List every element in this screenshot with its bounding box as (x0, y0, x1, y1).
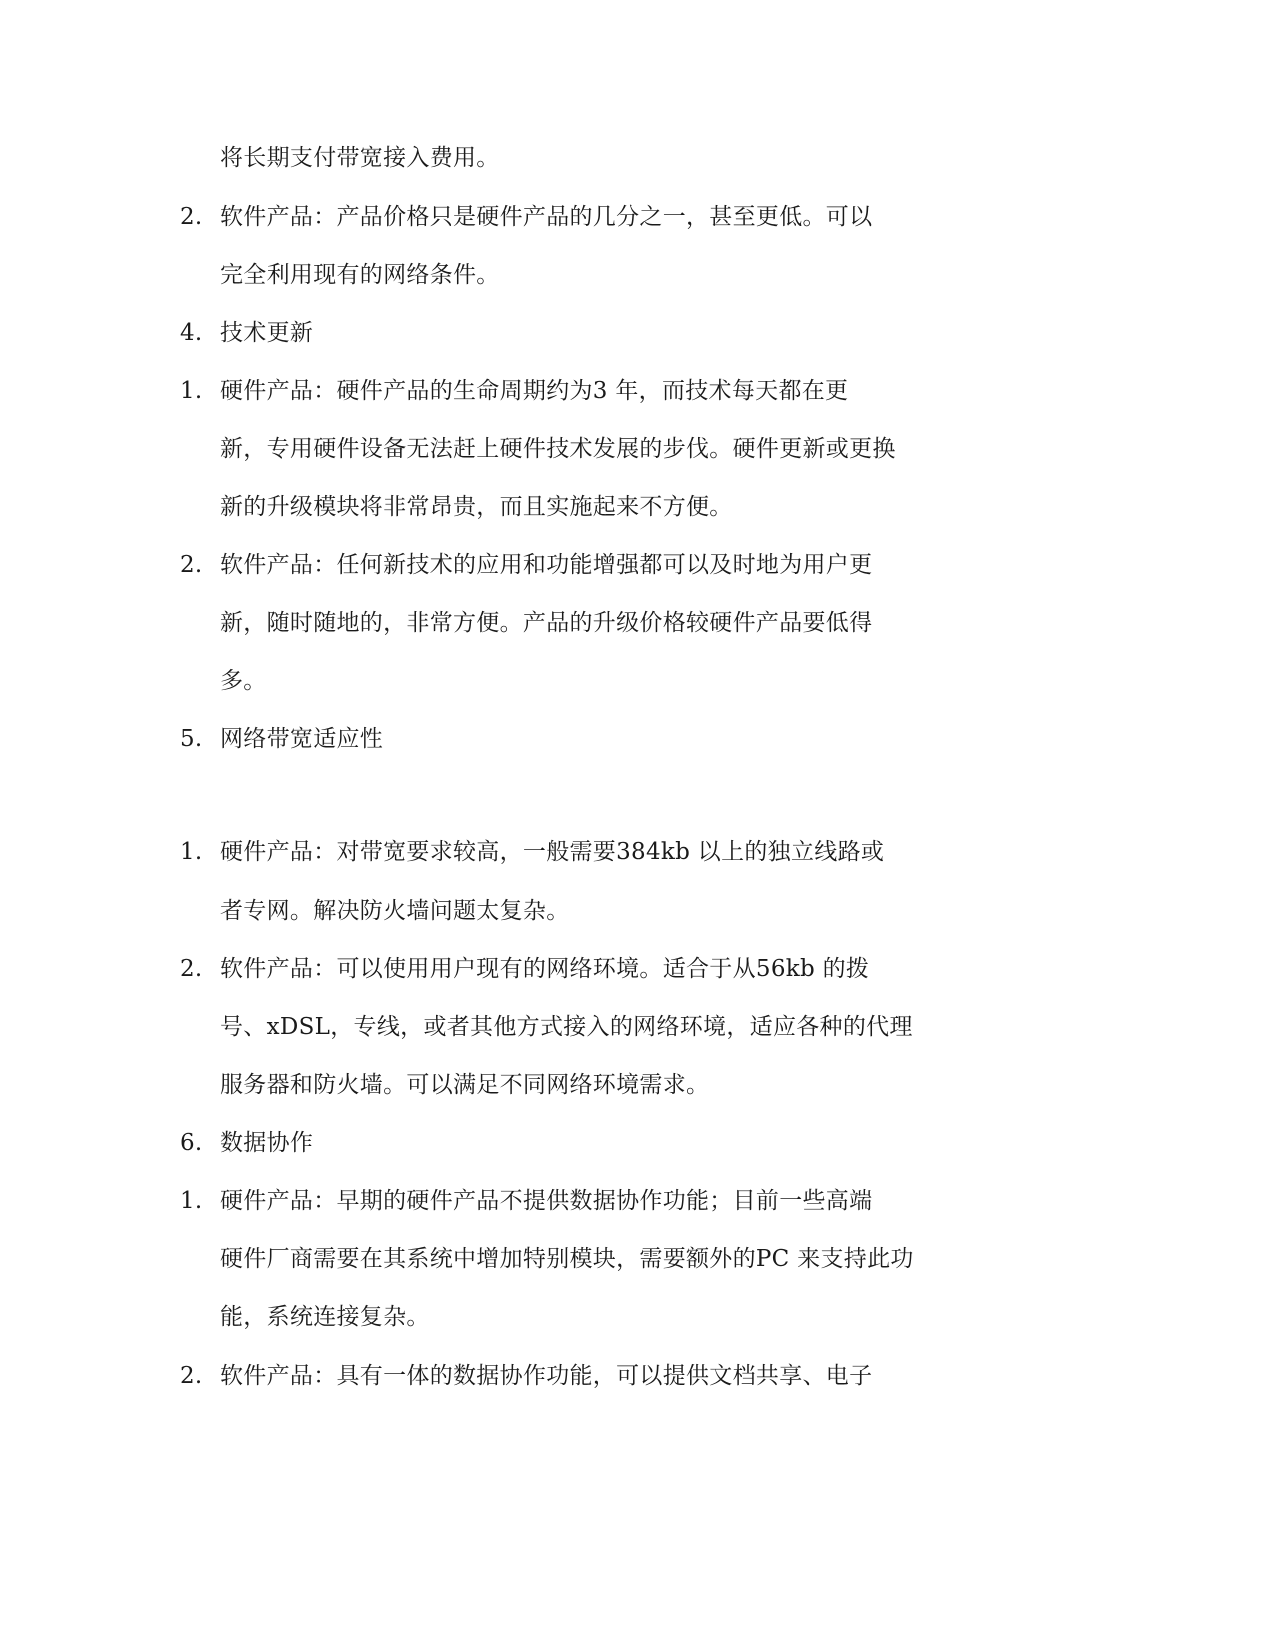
text-line (180, 1012, 940, 1042)
list-number: 2. (180, 204, 203, 230)
line-text: 多。 (220, 668, 267, 694)
line-text: 者专网。解决防火墙问题太复杂。 (220, 898, 570, 924)
line-text: 硬件产品：对带宽要求较高，一般需要384kb 以上的独立线路或 (220, 839, 885, 865)
list-number: 4. (180, 320, 203, 346)
text-line (180, 1302, 940, 1332)
list-number: 2. (180, 552, 203, 578)
list-item (180, 202, 940, 232)
line-text: 将长期支付带宽接入费用。 (220, 145, 500, 171)
line-text: 服务器和防火墙。可以满足不同网络环境需求。 (220, 1072, 710, 1098)
section-heading (180, 318, 940, 348)
line-text: 新，随时随地的，非常方便。产品的升级价格较硬件产品要低得 (220, 610, 873, 636)
list-number: 1. (180, 1188, 203, 1214)
list-item (180, 1361, 940, 1391)
text-line (180, 1070, 940, 1100)
text-line (180, 434, 940, 464)
line-text: 硬件产品：早期的硬件产品不提供数据协作功能；目前一些高端 (220, 1188, 873, 1214)
line-text: 软件产品：产品价格只是硬件产品的几分之一，甚至更低。可以 (220, 204, 873, 230)
list-item (180, 954, 940, 984)
text-line (180, 896, 940, 926)
list-item (180, 376, 940, 406)
list-number: 1. (180, 378, 203, 404)
list-item (180, 1186, 940, 1216)
line-text: 硬件厂商需要在其系统中增加特别模块，需要额外的PC 来支持此功 (220, 1246, 914, 1272)
list-item (180, 837, 940, 867)
line-text: 新，专用硬件设备无法赶上硬件技术发展的步伐。硬件更新或更换 (220, 436, 896, 462)
text-line (180, 260, 940, 290)
list-number: 2. (180, 1363, 203, 1389)
text-line (180, 143, 940, 173)
line-text: 软件产品：任何新技术的应用和功能增强都可以及时地为用户更 (220, 552, 873, 578)
line-text: 能，系统连接复杂。 (220, 1304, 430, 1330)
text-line (180, 1244, 940, 1274)
text-line (180, 666, 940, 696)
list-number: 1. (180, 839, 203, 865)
line-text: 网络带宽适应性 (220, 726, 384, 752)
line-text: 技术更新 (220, 320, 314, 346)
line-text: 软件产品：可以使用用户现有的网络环境。适合于从56kb 的拨 (220, 956, 870, 982)
line-text: 完全利用现有的网络条件。 (220, 262, 500, 288)
line-text: 新的升级模块将非常昂贵，而且实施起来不方便。 (220, 494, 733, 520)
text-line (180, 608, 940, 638)
list-number: 5. (180, 726, 203, 752)
section-heading (180, 724, 940, 754)
list-number: 6. (180, 1130, 203, 1156)
section-heading (180, 1128, 940, 1158)
list-item (180, 550, 940, 580)
list-number: 2. (180, 956, 203, 982)
text-line (180, 492, 940, 522)
line-text: 硬件产品：硬件产品的生命周期约为3 年，而技术每天都在更 (220, 378, 849, 404)
line-text: 号、xDSL，专线，或者其他方式接入的网络环境，适应各种的代理 (220, 1014, 913, 1040)
line-text: 数据协作 (220, 1130, 314, 1156)
line-text: 软件产品：具有一体的数据协作功能，可以提供文档共享、电子 (220, 1363, 873, 1389)
